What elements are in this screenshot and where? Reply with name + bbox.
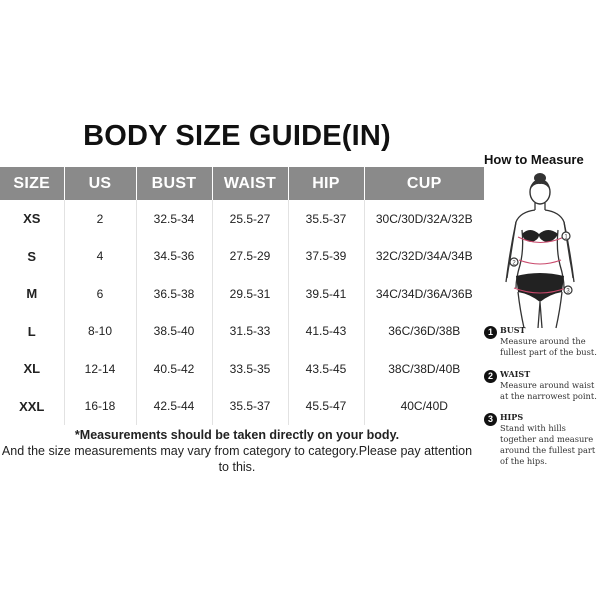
us-cell: 16-18 bbox=[64, 388, 136, 426]
header-size: SIZE bbox=[0, 167, 64, 200]
step-number-badge: 1 bbox=[484, 326, 497, 339]
svg-text:3: 3 bbox=[566, 288, 570, 295]
step-description: Measure around waist at the narrowest point. bbox=[500, 380, 597, 401]
header-bust: BUST bbox=[136, 167, 212, 200]
note-bold: *Measurements should be taken directly on your body. bbox=[74, 428, 400, 442]
waist-cell: 33.5-35 bbox=[212, 350, 288, 388]
header-us: US bbox=[64, 167, 136, 200]
table-row bbox=[0, 350, 484, 388]
bust-cell: 32.5-34 bbox=[136, 200, 212, 238]
table-header-row bbox=[0, 167, 484, 200]
note-text: And the size measurements may vary from category to category.Please pay attention to this. bbox=[1, 444, 473, 474]
cup-cell: 36C/36D/38B bbox=[388, 324, 461, 339]
hip-cell: 41.5-43 bbox=[288, 313, 364, 351]
bust-cell: 42.5-44 bbox=[136, 388, 212, 426]
bust-cell: 36.5-38 bbox=[136, 275, 212, 313]
step-number-badge: 3 bbox=[484, 413, 497, 426]
size-cell: XL bbox=[0, 350, 64, 388]
hip-cell: 35.5-37 bbox=[288, 200, 364, 238]
bust-cell: 40.5-42 bbox=[136, 350, 212, 388]
waist-cell: 25.5-27 bbox=[212, 200, 288, 238]
bust-cell: 38.5-40 bbox=[136, 313, 212, 351]
waist-cell: 29.5-31 bbox=[212, 275, 288, 313]
header-cup: CUP bbox=[364, 167, 484, 200]
size-cell: XXL bbox=[0, 388, 64, 426]
table-row bbox=[0, 200, 484, 238]
step-description: Measure around the fullest part of the bust. bbox=[500, 336, 597, 357]
hip-cell: 39.5-41 bbox=[288, 275, 364, 313]
cup-cell: 32C/32D/34A/34B bbox=[375, 249, 473, 264]
how-to-measure-title: How to Measure bbox=[484, 152, 584, 167]
size-cell: XS bbox=[0, 200, 64, 238]
header-hip: HIP bbox=[288, 167, 364, 200]
body-figure-icon bbox=[480, 170, 600, 330]
bust-cell: 34.5-36 bbox=[136, 238, 212, 276]
step-heading: BUST bbox=[500, 325, 526, 335]
table-row bbox=[0, 238, 484, 276]
hip-cell: 45.5-47 bbox=[288, 388, 364, 426]
size-cell: S bbox=[0, 238, 64, 276]
us-cell: 2 bbox=[64, 200, 136, 238]
us-cell: 6 bbox=[64, 275, 136, 313]
step-number-badge: 2 bbox=[484, 370, 497, 383]
cup-cell: 38C/38D/40B bbox=[388, 361, 461, 376]
waist-cell: 31.5-33 bbox=[212, 313, 288, 351]
how-to-measure-panel bbox=[480, 150, 600, 480]
us-cell: 12-14 bbox=[64, 350, 136, 388]
us-cell: 8-10 bbox=[64, 313, 136, 351]
waist-cell: 27.5-29 bbox=[212, 238, 288, 276]
cup-cell: 40C/40D bbox=[400, 399, 448, 414]
size-table bbox=[0, 167, 484, 425]
size-cell: M bbox=[0, 275, 64, 313]
header-waist: WAIST bbox=[212, 167, 288, 200]
measurement-note bbox=[0, 427, 474, 475]
size-cell: L bbox=[0, 313, 64, 351]
cup-cell: 34C/34D/36A/36B bbox=[375, 286, 473, 301]
page-title: BODY SIZE GUIDE(IN) bbox=[83, 120, 391, 152]
svg-text:2: 2 bbox=[512, 260, 516, 267]
table-row bbox=[0, 313, 484, 351]
step-heading: HIPS bbox=[500, 412, 524, 422]
us-cell: 4 bbox=[64, 238, 136, 276]
svg-text:1: 1 bbox=[564, 234, 568, 241]
step-heading: WAIST bbox=[500, 369, 531, 379]
hip-cell: 43.5-45 bbox=[288, 350, 364, 388]
table-row bbox=[0, 388, 484, 426]
hip-cell: 37.5-39 bbox=[288, 238, 364, 276]
waist-cell: 35.5-37 bbox=[212, 388, 288, 426]
cup-cell: 30C/30D/32A/32B bbox=[375, 211, 473, 226]
table-row bbox=[0, 275, 484, 313]
step-description: Stand with hills together and measure around the fullest part of the hips. bbox=[500, 423, 596, 466]
